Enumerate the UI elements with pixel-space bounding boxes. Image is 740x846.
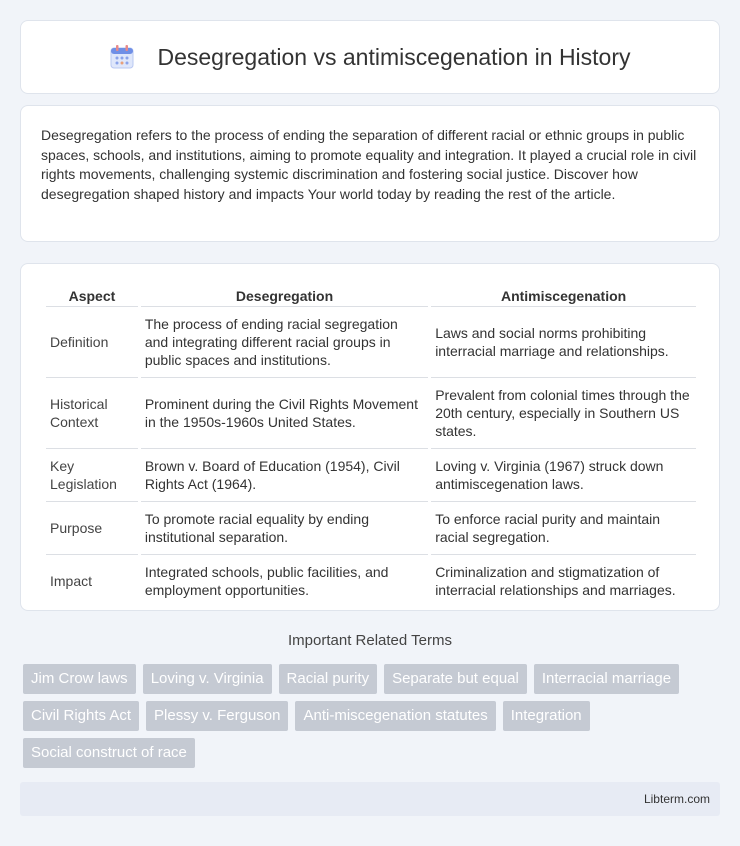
table-row xyxy=(46,307,696,378)
footer xyxy=(20,782,720,816)
table-row xyxy=(46,449,696,502)
term-tag-integration[interactable]: Integration xyxy=(503,701,590,731)
comparison-table xyxy=(43,284,699,607)
term-tag-jim-crow-laws[interactable]: Jim Crow laws xyxy=(23,664,136,694)
row-desegregation: Brown v. Board of Education (1954), Civil Rights Act (1964). xyxy=(141,449,428,502)
footer-brand[interactable]: Libterm.com xyxy=(643,792,710,806)
term-tag-plessy-v-ferguson[interactable]: Plessy v. Ferguson xyxy=(146,701,288,731)
column-header-antimiscegenation: Antimiscegenation xyxy=(431,284,696,307)
term-tag-interracial-marriage[interactable]: Interracial marriage xyxy=(534,664,679,694)
intro-card xyxy=(20,105,720,242)
row-desegregation: Prominent during the Civil Rights Movement in the 1950s-1960s United States. xyxy=(141,378,428,449)
term-tag-loving-v-virginia[interactable]: Loving v. Virginia xyxy=(143,664,272,694)
page-title: Desegregation vs antimiscegenation in History xyxy=(157,43,631,70)
row-aspect: Key Legislation xyxy=(46,449,138,502)
row-antimiscegenation: Prevalent from colonial times through the 20th century, especially in Southern US states. xyxy=(431,378,696,449)
row-aspect: Definition xyxy=(46,307,138,378)
row-antimiscegenation: Loving v. Virginia (1967) struck down antimiscegenation laws. xyxy=(431,449,696,502)
related-terms-list xyxy=(23,664,723,768)
header-card xyxy=(20,20,720,94)
column-header-aspect: Aspect xyxy=(46,284,138,307)
row-desegregation: To promote racial equality by ending institutional separation. xyxy=(141,502,428,555)
row-antimiscegenation: To enforce racial purity and maintain racial segregation. xyxy=(431,502,696,555)
comparison-card xyxy=(20,263,720,611)
column-header-desegregation: Desegregation xyxy=(141,284,428,307)
term-tag-racial-purity[interactable]: Racial purity xyxy=(279,664,378,694)
row-aspect: Purpose xyxy=(46,502,138,555)
row-aspect: Impact xyxy=(50,573,93,589)
table-row xyxy=(46,502,696,555)
row-antimiscegenation: Laws and social norms prohibiting interracial marriage and relationships. xyxy=(431,307,696,378)
row-antimiscegenation: Criminalization and stigmatization of interracial relationships and marriages. xyxy=(435,564,676,598)
table-header-row xyxy=(46,284,696,307)
related-terms-title: Important Related Terms xyxy=(288,632,452,649)
intro-text: Desegregation refers to the process of ending the separation of different racial or ethnic groups in public spaces, schools, and institutions, aiming to promote equality and integration. It played a crucial role in civil rights movements, challenging systemic discrimination and fostering social justice. Discover how desegregation shaped history and impacts Your world today by reading the rest of the article. xyxy=(41,127,697,202)
term-tag-social-construct-of-race[interactable]: Social construct of race xyxy=(23,738,195,768)
term-tag-anti-miscegenation-statutes[interactable]: Anti-miscegenation statutes xyxy=(295,701,495,731)
calendar-icon xyxy=(109,44,135,70)
row-desegregation: The process of ending racial segregation and integrating different racial groups in public spaces and institutions. xyxy=(141,307,428,378)
table-row xyxy=(46,555,696,607)
row-desegregation: Integrated schools, public facilities, and employment opportunities. xyxy=(144,564,389,598)
term-tag-separate-but-equal[interactable]: Separate but equal xyxy=(384,664,527,694)
row-aspect: Historical Context xyxy=(46,378,138,449)
table-row xyxy=(46,378,696,449)
term-tag-civil-rights-act[interactable]: Civil Rights Act xyxy=(23,701,139,731)
